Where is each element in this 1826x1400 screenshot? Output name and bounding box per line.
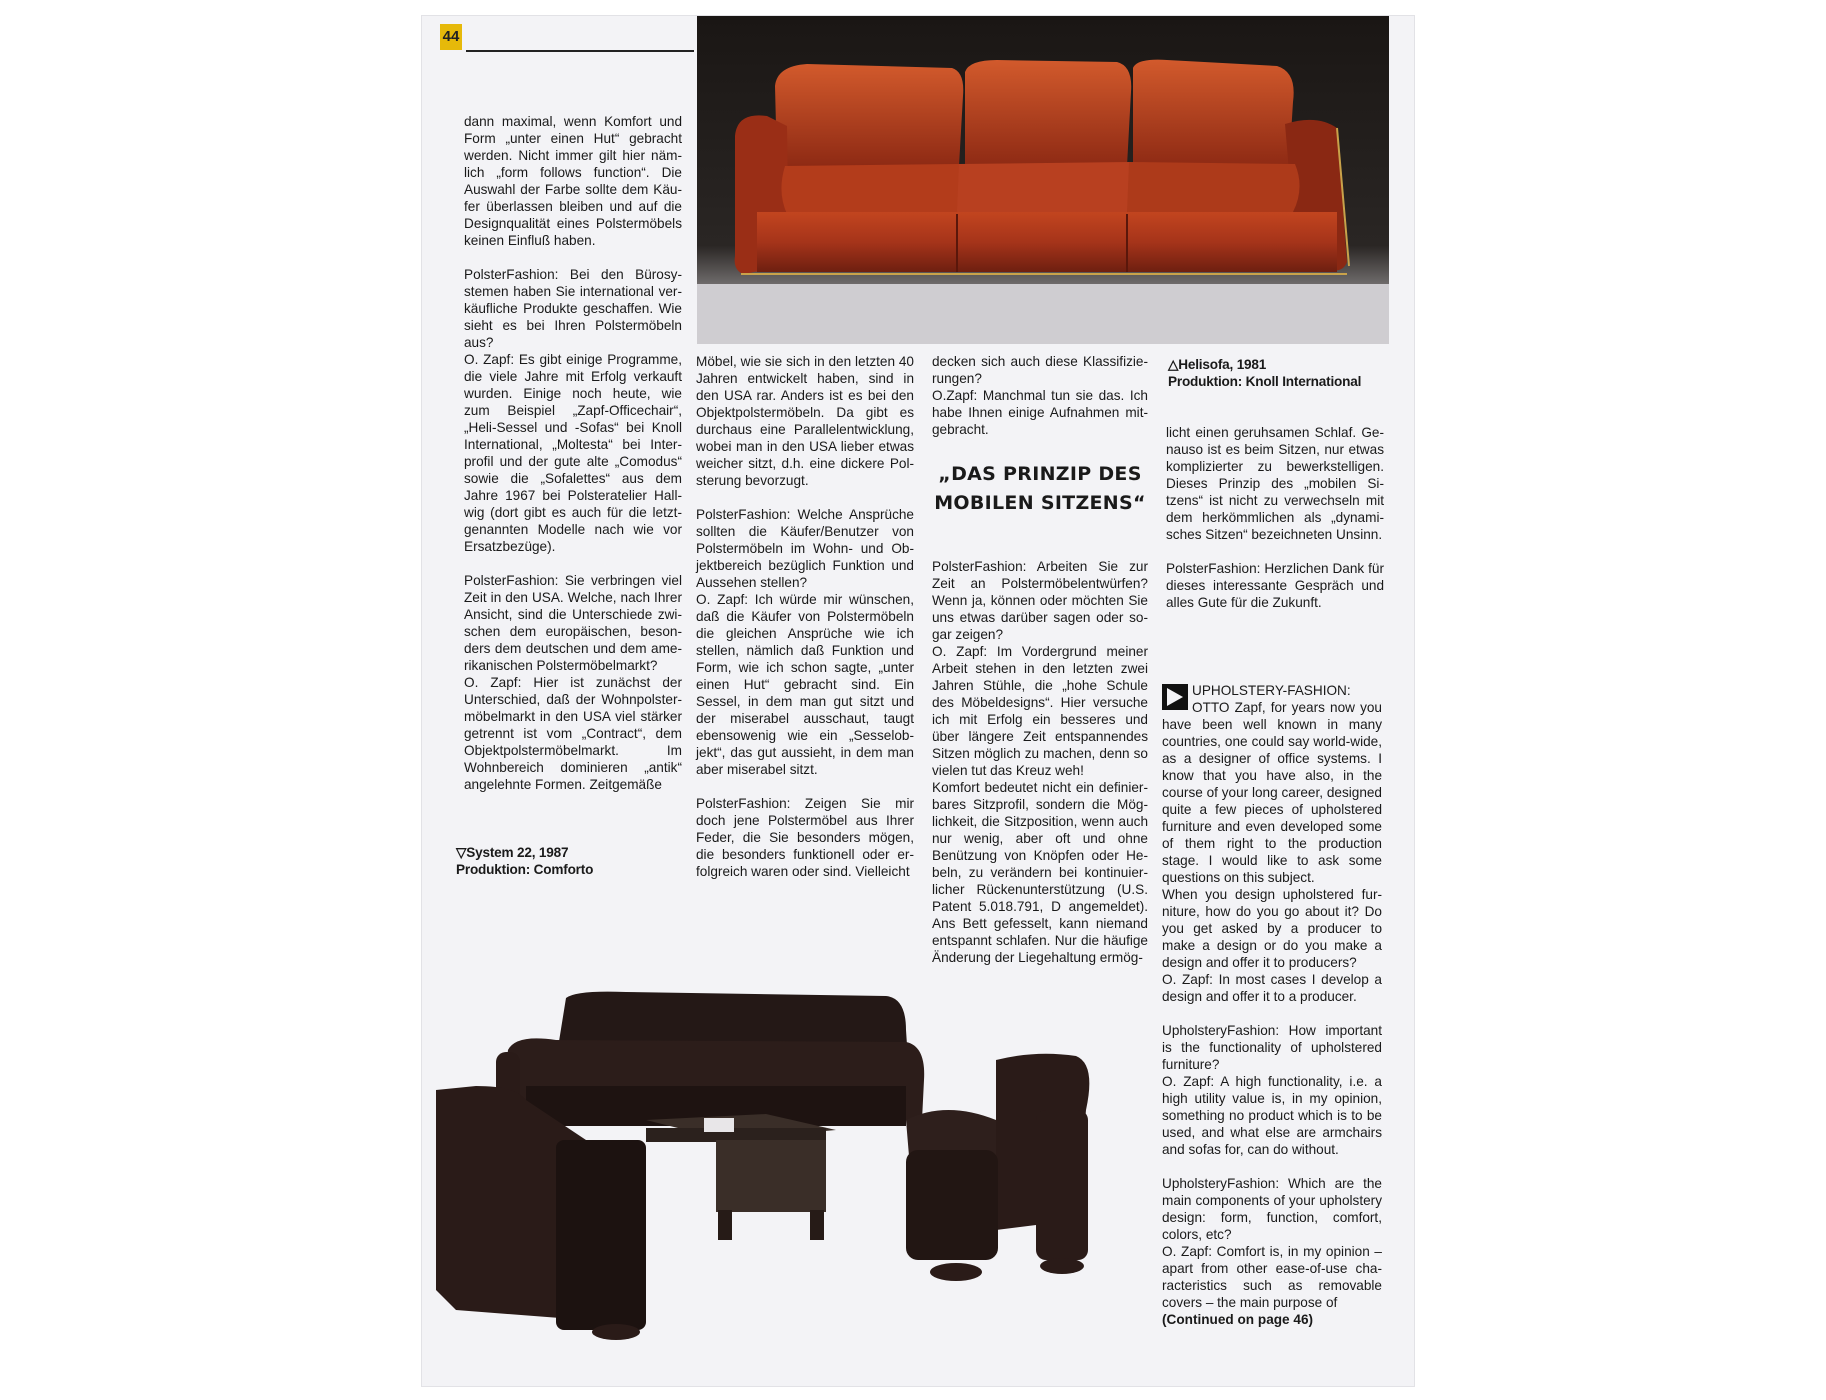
paragraph: O. Zapf: A high functionality, i.e. a high utility value is, in my opinion, something no product which is to be used, and what else are armchairs and sofas for, can do without.	[1162, 1074, 1382, 1157]
paragraph: O. Zapf: Im Vordergrund meiner Arbeit stehen in den letzten zwei Jahren Stühle, die „hohe Schule des Möbeldesigns“. Hier versuche ich mit Erfolg ein besseres und über längere Zeit entspannendes Sitzen möglich zu machen, denn so vielen tut das Kreuz weh!	[932, 644, 1148, 778]
caption-production: Produktion: Knoll International	[1168, 374, 1362, 389]
paragraph: dann maximal, wenn Komfort und Form „unter einen Hut“ gebracht werden. Nicht immer gilt hier nämlich „form follows function“. Die Auswahl der Farbe sollte dem Käufer überlassen bleiben und auf die Designqualität eines Polstermöbels keinen Einfluß haben.	[464, 114, 682, 248]
play-triangle-icon	[1162, 684, 1188, 710]
paragraph: Möbel, wie sie sich in den letzten 40 Jahren entwickelt haben, sind in den USA rar. Anders ist es bei den Objektpolstermöbeln. Da gibt es durchaus eine Parallelentwicklung, wobei man in den USA lieber etwas weicher sitzt, d.h. eine dickere Polsterung bevorzugt.	[696, 354, 914, 488]
paragraph-with-marker: UPHOLSTERY-FASHION: OTTO Zapf, for years now you have been well known in many countries, one could say world-wide, as a designer of office systems. I know that you have also, in the course of your long career, designed quite a few pieces of upholstered furniture and even developed some of them right to the production stage. I would like to ask some questions on this subject.	[1162, 683, 1382, 885]
paragraph: UpholsteryFashion: Which are the main components of your upholstery design: form, function, comfort, colors, etc?	[1162, 1176, 1382, 1242]
caption-production: Produktion: Comforto	[456, 862, 594, 877]
continued-note: (Continued on page 46)	[1162, 1312, 1314, 1327]
paragraph: O. Zapf: Comfort is, in my opinion – apart from other ease-of-use characteristics such as removable covers – the main purpose of	[1162, 1244, 1382, 1310]
system22-photo	[436, 990, 1158, 1346]
paragraph: PolsterFashion: Arbeiten Sie zur Zeit an Polstermöbelentwürfen? Wenn ja, können oder möchten Sie uns etwas darüber sagen oder sogar zeigen?	[932, 559, 1148, 642]
paragraph: Komfort bedeutet nicht ein definierbares Sitzprofil, sondern die Möglichkeit, die Sitzposition, wenn auch nur wenig, aber oft und ohne Benützung von Knöpfen oder Hebeln, zu verändern bei kontinuierlicher Rückenunterstützung (U.S. Patent 5.018.791, D angemeldet). Ans Bett gefesselt, kann niemand entspannt schlafen. Nur die häufige Änderung der Liegehaltung ermög-	[932, 780, 1148, 965]
paragraph: PolsterFashion: Sie verbringen viel Zeit in den USA. Welche, nach Ihrer Ansicht, sind die Unterschiede zwischen dem europäischen, besonders dem deutschen und dem amerikanischen Polstermöbelmarkt?	[464, 573, 682, 673]
article-column-3-continued	[932, 558, 1148, 983]
paragraph: UpholsteryFashion: How important is the functionality of upholstered furniture?	[1162, 1023, 1382, 1072]
paragraph: O. Zapf: Hier ist zunächst der Unterschied, daß der Wohnpolstermöbelmarkt in den USA viel stärker getrennt ist vom „Contract“, dem Objektpolstermöbelmarkt. Im Wohnbereich dominieren „antik“ angelehnte Formen. Zeitgemäße	[464, 675, 682, 792]
paragraph: O. Zapf: Es gibt einige Programme, die viele Jahre mit Erfolg verkauft wurden. Einige noch heute, wie zum Beispiel „Zapf-Officechair“, „Heli-Sessel und -Sofas“ bei Knoll International, „Moltesta“ bei Interprofil und der gute alte „Comodus“ sowie die „Sofalettes“ aus dem Jahre 1967 bei Polsteratelier Hallwig (dort gibt es auch für die letztgenannten Modelle nach wie vor Ersatzbezüge).	[464, 352, 682, 554]
page-number: 44	[440, 24, 462, 50]
helisofa-caption	[1168, 356, 1388, 390]
paragraph: decken sich auch diese Klassifizierungen?	[932, 354, 1148, 386]
english-column	[1162, 682, 1382, 1328]
system22-caption	[456, 844, 686, 878]
paragraph: O.Zapf: Manchmal tun sie das. Ich habe Ihnen einige Aufnahmen mitgebracht.	[932, 388, 1148, 437]
caption-title: ▽System 22, 1987	[456, 845, 569, 860]
helisofa-photo	[697, 16, 1389, 344]
paragraph: PolsterFashion: Herzlichen Dank für dieses interessante Gespräch und alles Gute für die Zukunft.	[1166, 561, 1384, 610]
paragraph: PolsterFashion: Welche Ansprüche sollten die Käufer/Benutzer von Polstermöbeln im Wohn- und Objektbereich bezüglich Funktion und Aussehen stellen?	[696, 507, 914, 590]
article-column-3	[932, 353, 1148, 455]
article-column-4	[1166, 424, 1384, 628]
paragraph: When you design upholstered furniture, how do you go about it? Do you get asked by a producer to make a design or do you make a design and offer it to producers?	[1162, 887, 1382, 970]
paragraph: O. Zapf: In most cases I develop a design and offer it to a producer.	[1162, 972, 1382, 1004]
paragraph: PolsterFashion: Bei den Bürosystemen haben Sie international verkäufliche Produkte geschaffen. Wie sieht es bei Ihren Polstermöbeln aus?	[464, 267, 682, 350]
section-headline: „DAS PRINZIP DES MOBILEN SITZENS“	[934, 463, 1146, 514]
paragraph: O. Zapf: Ich würde mir wünschen, daß die Käufer von Polstermöbeln die gleichen Ansprüche wie ich stellen, nämlich daß Funktion und Form, wie ich schon sagte, „unter einen Hut“ gebracht sind. Ein Sessel, in dem man gut sitzt und der miserabel ausschaut, taugt ebensowenig wie ein „Sesselobjekt“, das gut aussieht, in dem man aber miserabel sitzt.	[696, 592, 914, 777]
caption-title: △Helisofa, 1981	[1168, 357, 1267, 372]
header-rule	[466, 50, 694, 52]
article-column-2	[696, 353, 914, 897]
article-column-1	[464, 113, 682, 810]
paragraph: PolsterFashion: Zeigen Sie mir doch jene Polstermöbel aus Ihrer Feder, die Sie besonders mögen, die besonders funktionell oder erfolgreich waren oder sind. Vielleicht	[696, 796, 914, 879]
paragraph: licht einen geruhsamen Schlaf. Genauso ist es beim Sitzen, nur etwas komplizierter zu bewerkstelligen. Dieses Prinzip des „mobilen Sitzens“ ist nicht zu verwechseln mit dem herkömmlichen als „dynamisches Sitzen“ bezeichneten Unsinn.	[1166, 425, 1384, 542]
